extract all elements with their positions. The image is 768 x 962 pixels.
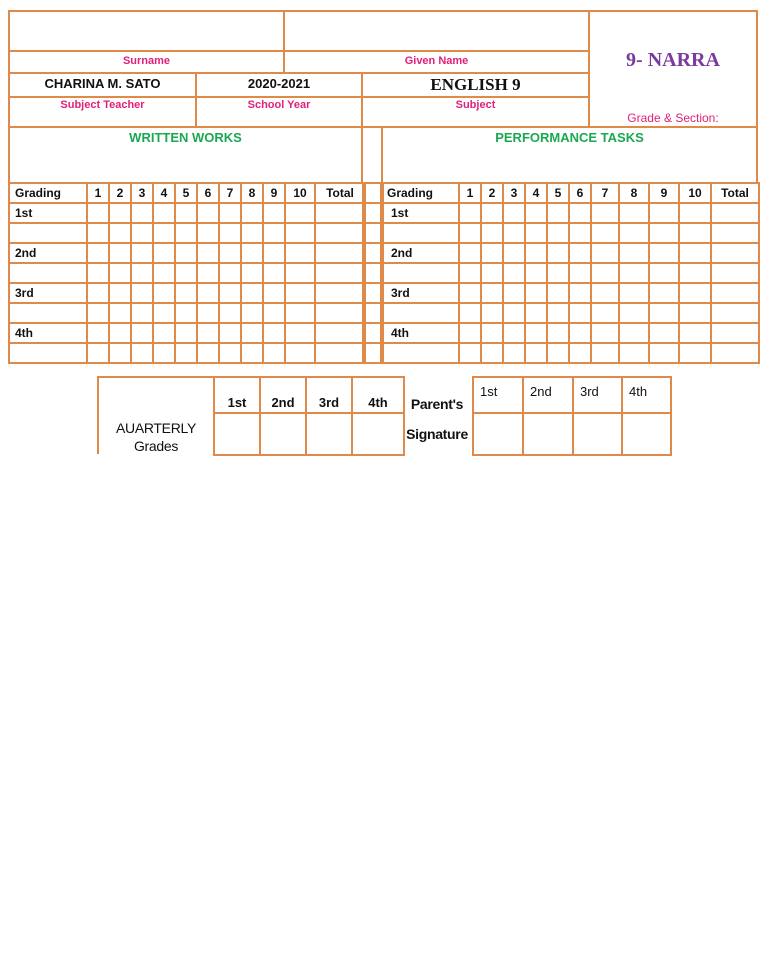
ww-row-label: 4th xyxy=(9,323,87,343)
parents-label-line2: Signature xyxy=(406,426,468,442)
school-year-label: School Year xyxy=(197,98,363,126)
surname-label: Surname xyxy=(10,52,285,74)
given-name-label: Given Name xyxy=(285,52,588,74)
ww-col-2: 2 xyxy=(109,183,131,203)
ww-row-2nd-extra xyxy=(9,263,365,283)
pt-col-5: 5 xyxy=(547,183,569,203)
written-works-title: WRITTEN WORKS xyxy=(129,130,242,145)
ww-row-3rd xyxy=(9,283,365,303)
teacher-label: Subject Teacher xyxy=(10,98,197,126)
qg-cell[interactable] xyxy=(306,413,352,455)
ww-col-7: 7 xyxy=(219,183,241,203)
pt-row-label: 2nd xyxy=(381,243,459,263)
grade-section-label: Grade & Section: xyxy=(627,111,719,125)
pt-row-label: 4th xyxy=(381,323,459,343)
pt-col-10: 10 xyxy=(679,183,711,203)
pt-header-row xyxy=(381,183,759,203)
pt-col-4: 4 xyxy=(525,183,547,203)
ww-row-1st xyxy=(9,203,365,223)
qg-col-2nd: 2nd xyxy=(260,377,306,413)
ps-cell[interactable] xyxy=(622,413,671,455)
subject-label: Subject xyxy=(455,99,496,111)
ww-row-2nd xyxy=(9,243,365,263)
quarterly-label-line2: Grades xyxy=(133,438,179,454)
ww-row-label: 3rd xyxy=(9,283,87,303)
ww-col-3: 3 xyxy=(131,183,153,203)
ps-cell[interactable] xyxy=(523,413,573,455)
pt-col-3: 3 xyxy=(503,183,525,203)
pt-col-grading: Grading xyxy=(381,183,459,203)
pt-row-1st-extra xyxy=(381,223,759,243)
qg-cell[interactable] xyxy=(260,413,306,455)
performance-tasks-title: PERFORMANCE TASKS xyxy=(495,130,644,145)
ww-row-4th-extra xyxy=(9,343,365,363)
pt-row-label: 1st xyxy=(381,203,459,223)
ww-row-4th xyxy=(9,323,365,343)
pt-row-4th-extra xyxy=(381,343,759,363)
ps-cell[interactable] xyxy=(573,413,622,455)
pt-col-7: 7 xyxy=(591,183,619,203)
quarterly-grades-table xyxy=(213,376,405,456)
ps-col-2nd: 2nd xyxy=(523,377,573,413)
ps-col-1st: 1st xyxy=(473,377,523,413)
ww-col-8: 8 xyxy=(241,183,263,203)
ww-col-4: 4 xyxy=(153,183,175,203)
pt-row-2nd-extra xyxy=(381,263,759,283)
qg-cell[interactable] xyxy=(352,413,404,455)
ps-cell[interactable] xyxy=(473,413,523,455)
pt-row-label: 3rd xyxy=(381,283,459,303)
pt-col-2: 2 xyxy=(481,183,503,203)
pt-row-2nd xyxy=(381,243,759,263)
school-year: 2020-2021 xyxy=(197,74,363,98)
written-works-table xyxy=(8,182,366,364)
qg-cell[interactable] xyxy=(214,413,260,455)
ww-row-label: 1st xyxy=(9,203,87,223)
pt-col-8: 8 xyxy=(619,183,649,203)
ww-row-3rd-extra xyxy=(9,303,365,323)
quarterly-label-line1: AUARTERLY xyxy=(115,420,197,436)
ww-col-grading: Grading xyxy=(9,183,87,203)
subject-name: ENGLISH 9 xyxy=(363,74,588,98)
given-name-cell xyxy=(285,12,588,52)
titles-spacer xyxy=(361,128,383,182)
pt-row-4th xyxy=(381,323,759,343)
ww-row-1st-extra xyxy=(9,223,365,243)
pt-row-3rd-extra xyxy=(381,303,759,323)
ps-col-4th: 4th xyxy=(622,377,671,413)
qg-col-1st: 1st xyxy=(214,377,260,413)
ps-col-3rd: 3rd xyxy=(573,377,622,413)
pt-row-3rd xyxy=(381,283,759,303)
ww-col-total: Total xyxy=(315,183,365,203)
pt-row-1st xyxy=(381,203,759,223)
ww-header-row xyxy=(9,183,365,203)
qg-col-4th: 4th xyxy=(352,377,404,413)
ww-col-10: 10 xyxy=(285,183,315,203)
qg-col-3rd: 3rd xyxy=(306,377,352,413)
surname-cell xyxy=(10,12,285,52)
pt-col-6: 6 xyxy=(569,183,591,203)
pt-col-1: 1 xyxy=(459,183,481,203)
grade-section-value: 9- NARRA xyxy=(626,49,720,71)
pt-col-9: 9 xyxy=(649,183,679,203)
ww-col-6: 6 xyxy=(197,183,219,203)
performance-tasks-table xyxy=(380,182,760,364)
ww-col-1: 1 xyxy=(87,183,109,203)
ww-row-label: 2nd xyxy=(9,243,87,263)
teacher-name: CHARINA M. SATO xyxy=(10,74,197,98)
parents-label-line1: Parent's xyxy=(410,396,464,412)
parents-signature-table xyxy=(472,376,672,456)
ww-col-5: 5 xyxy=(175,183,197,203)
pt-col-total: Total xyxy=(711,183,759,203)
ww-col-9: 9 xyxy=(263,183,285,203)
